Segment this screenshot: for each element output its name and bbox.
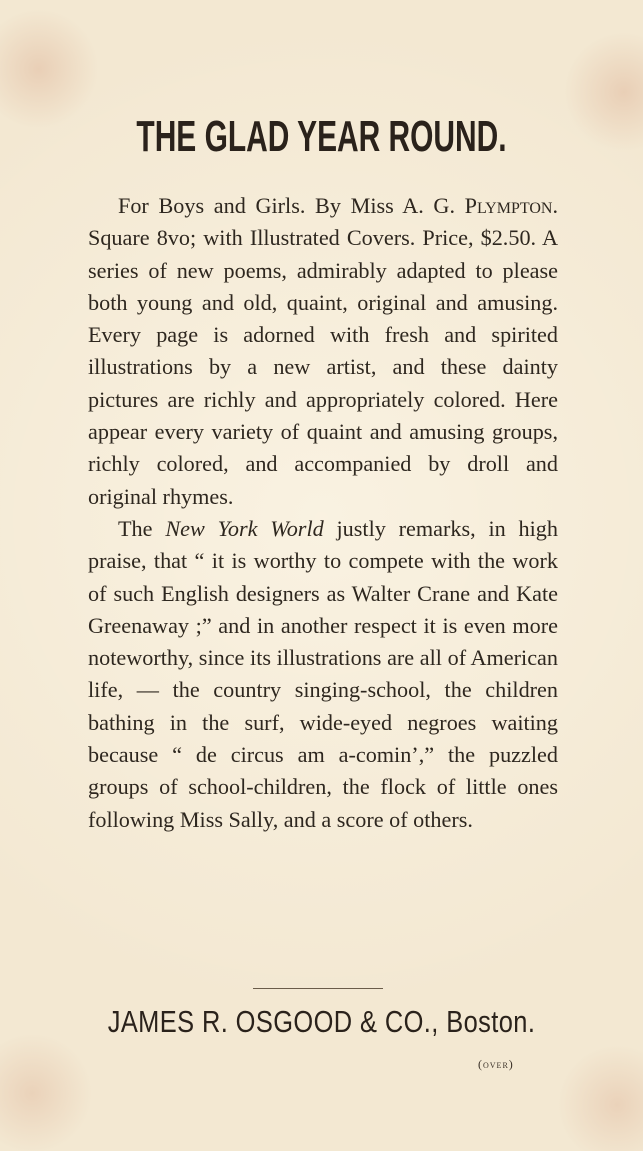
- over-note: (over): [478, 1057, 514, 1071]
- author-name: Plympton.: [464, 193, 558, 218]
- book-title: THE GLAD YEAR ROUND.: [136, 112, 507, 161]
- description: [88, 190, 558, 836]
- description-paragraph-1: [88, 190, 558, 513]
- publication-name: New York World: [165, 515, 324, 541]
- paragraph-2-lead: The: [118, 515, 166, 541]
- publisher-imprint: JAMES R. OSGOOD & CO., Boston.: [107, 1004, 536, 1039]
- paragraph-2-rest: justly remarks, in high praise, that “ it is worthy to compete with the work of such English designers as Walter Crane and Kate Greenaway ;” and in another respect it is even more noteworthy, since its illustrations are all of American life, — the country singing-school, the children bathing in the surf, wide-eyed negroes waiting because “ de circus am a-comin’,” the puzzled groups of school-children, the flock of little ones following Miss Sally, and a score of others.: [88, 515, 558, 832]
- paragraph-1-rest: Square 8vo; with Illustrated Covers. Price, $2.50. A series of new poems, admirably adapted to please both young and old, quaint, original and amusing. Every page is adorned with fresh and spirited illustrations by a new artist, and these dainty pictures are richly and appropriately colored. Here appear every variety of quaint and amusing groups, richly colored, and accompanied by droll and original rhymes.: [88, 225, 558, 509]
- description-paragraph-2: [88, 513, 558, 836]
- divider: [253, 988, 383, 989]
- paragraph-1-lead: For Boys and Girls. By Miss A. G.: [118, 193, 465, 218]
